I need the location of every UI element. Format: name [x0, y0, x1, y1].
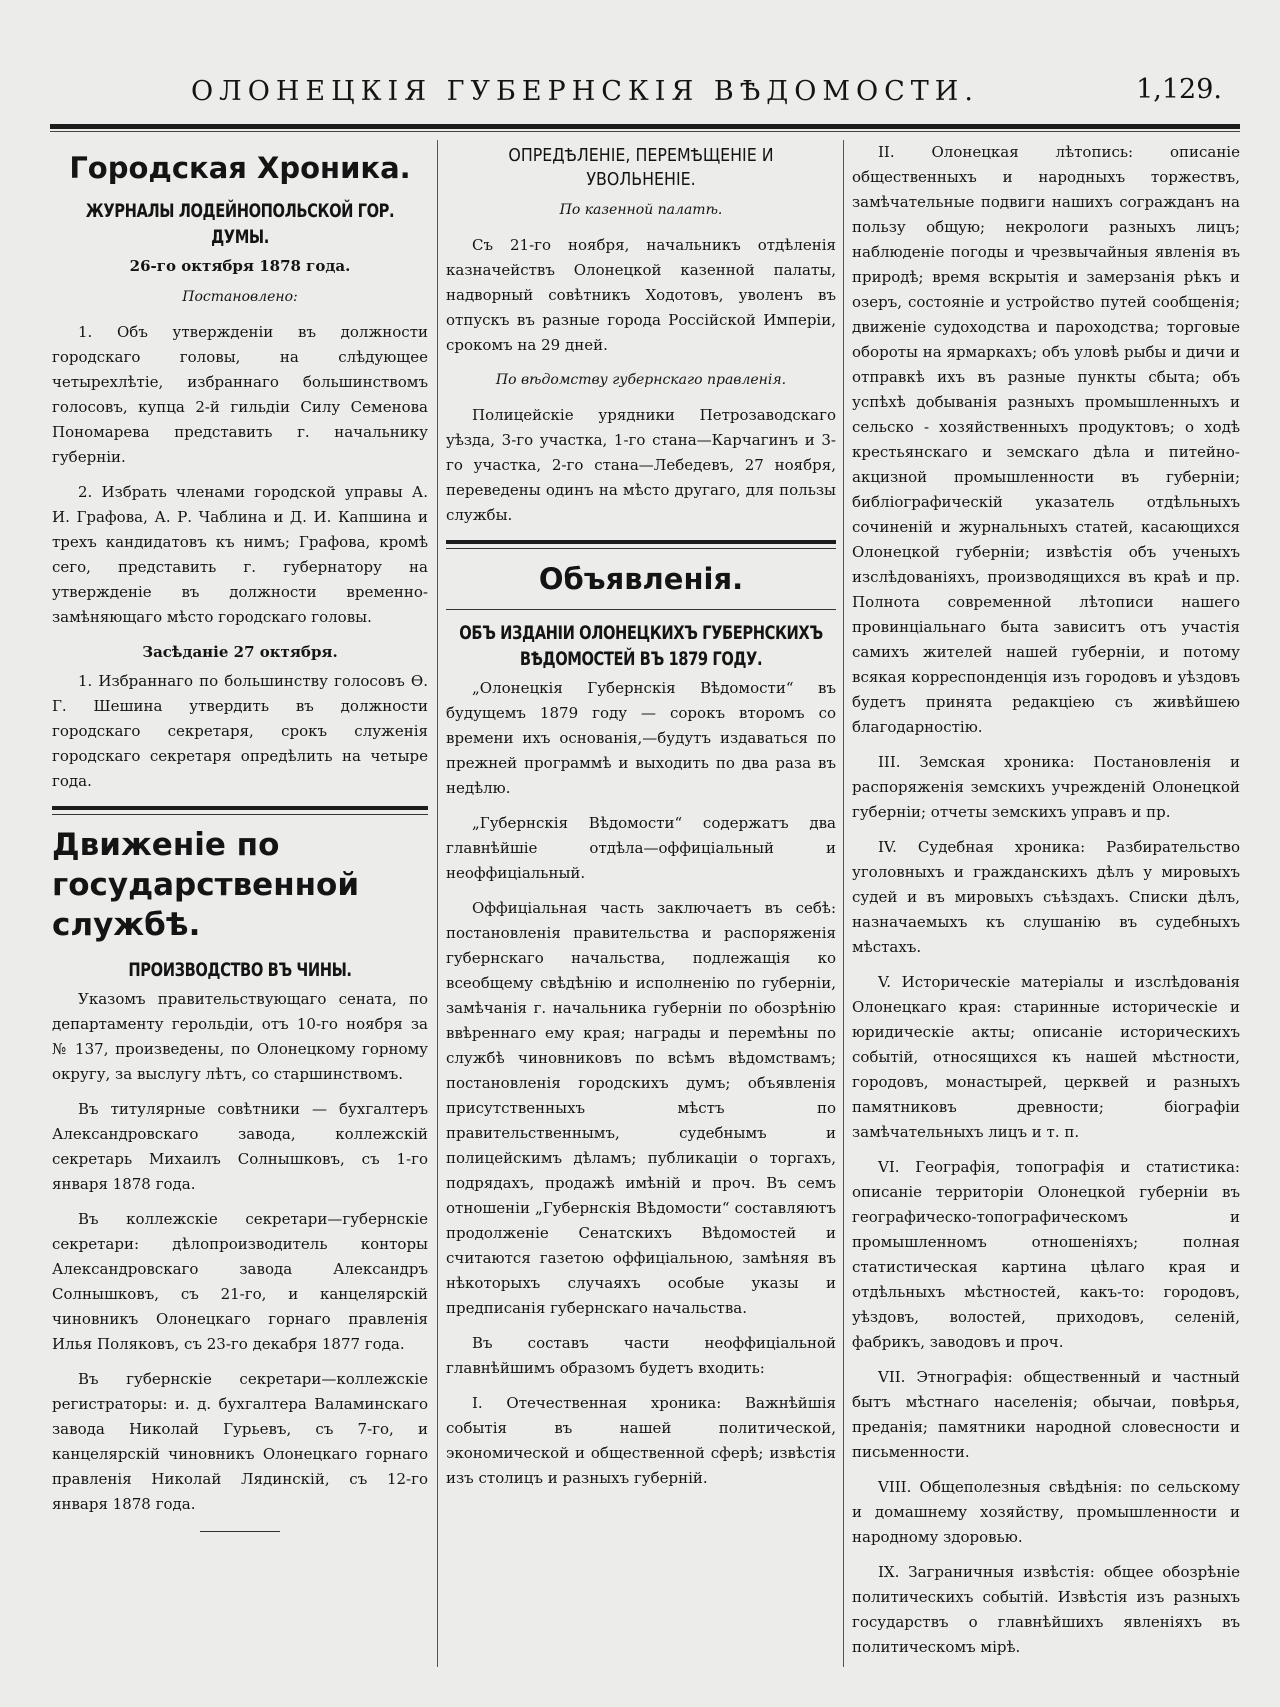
column-divider: [437, 140, 438, 1667]
paragraph: VII. Этнографія: общественный и частный бытъ мѣстнаго населенія; обычаи, повѣрья, преданія; памятники народной словесности и письменности.: [852, 1368, 1240, 1461]
section-heading-city-chronicle: Городская Хроника.: [69, 151, 411, 185]
column-middle: [446, 140, 836, 1693]
subsection-heading-promotions: ПРОИЗВОДСТВО ВЪ ЧИНЫ.: [128, 959, 352, 981]
section-rule: [52, 806, 428, 810]
session-heading: Засѣданіе 27 октября.: [142, 643, 338, 661]
resolved-label: Постановлено:: [182, 289, 298, 305]
date-line: 26-го октября 1878 года.: [129, 257, 351, 275]
section-rule: [446, 540, 836, 544]
paragraph: Съ 21-го ноября, начальникъ отдѣленія казначействъ Олонецкой казенной палаты, надворный совѣтникъ Ходотовъ, уволенъ въ отпускъ въ разные города Россійской Имперіи, срокомъ на 29 дней.: [446, 236, 836, 354]
paragraph: IV. Судебная хроника: Разбирательство уголовныхъ и гражданскихъ дѣлъ у мировыхъ судей и въ мировыхъ съѣздахъ. Списки дѣлъ, назначаемыхъ къ слушанію въ судебныхъ мѣстахъ.: [852, 838, 1240, 956]
paragraph: V. Историческіе матеріалы и изслѣдованія Олонецкаго края: старинные историческіе и юридическіе акты; описаніе историческихъ событій, относящихся къ нашей мѣстности, городовъ, монастырей, церквей и разныхъ памятниковъ древности; біографіи замѣчательныхъ лицъ и т. п.: [852, 973, 1240, 1141]
paragraph: 1. Объ утвержденіи въ должности городскаго головы, на слѣдующее четырехлѣтіе, избраннаго большинствомъ голосовъ, купца 2-й гильдіи Силу Семенова Пономарева представить г. начальнику губерніи.: [52, 323, 428, 466]
paragraph: IX. Заграничныя извѣстія: общее обозрѣніе политическихъ событій. Извѣстія изъ разныхъ государствъ о главнѣйшихъ явленіяхъ въ политическомъ мірѣ.: [852, 1563, 1240, 1656]
paragraph: VI. Географія, топографія и статистика: описаніе территоріи Олонецкой губерніи въ географическо-топографическомъ и промышленномъ отношеніяхъ; полная статистическая картина цѣлаго края и отдѣльныхъ мѣстностей, какъ-то: городовъ, уѣздовъ, волостей, приходовъ, селеній, фабрикъ, заводовъ и проч.: [852, 1158, 1240, 1351]
paragraph: Въ титулярные совѣтники — бухгалтеръ Александровскаго завода, коллежскій секретарь Михаилъ Солнышковъ, съ 1-го января 1878 года.: [52, 1100, 428, 1193]
paragraph: Въ коллежскіе секретари—губернскіе секретари: дѣлопроизводитель конторы Александровскаго завода Александръ Солнышковъ, съ 21-го, и канцелярскій чиновникъ Олонецкаго горнаго правленія Илья Поляковъ, съ 23-го декабря 1877 года.: [52, 1210, 428, 1353]
subsection-provincial-board: По вѣдомству губернскаго правленія.: [495, 372, 787, 388]
page-number: 1,129.: [1136, 74, 1222, 105]
header-rule: [50, 124, 1240, 129]
column-right: [852, 140, 1240, 1693]
subsection-heading-duma-journals: ЖУРНАЛЫ ЛОДЕЙНОПОЛЬСКОЙ ГОР. ДУМЫ.: [85, 200, 395, 248]
paragraph: 2. Избрать членами городской управы А. И. Графова, А. Р. Чаблина и Д. И. Капшина и трехъ кандидатовъ къ нимъ; Графова, кромѣ сего, представить г. губернатору на утвержденіе въ должности временно-замѣняющаго мѣсто городскаго головы.: [52, 483, 428, 626]
section-rule-thin: [52, 814, 428, 815]
header-rule-thin: [50, 131, 1240, 132]
paragraph: III. Земская хроника: Постановленія и распоряженія земскихъ учрежденій Олонецкой губерніи; отчеты земскихъ управъ и пр.: [852, 753, 1240, 821]
section-rule-thin: [446, 609, 836, 610]
running-head: [50, 72, 1240, 112]
paragraph: Указомъ правительствующаго сената, по департаменту герольдіи, отъ 10-го ноября за № 137, произведены, по Олонецкому горному округу, за выслугу лѣтъ, со старшинствомъ.: [52, 990, 428, 1083]
column-divider: [843, 140, 844, 1667]
section-heading-announcements: Объявленія.: [538, 562, 744, 596]
paragraph: Въ составъ части неоффиціальной главнѣйшимъ образомъ будетъ входить:: [446, 1334, 836, 1377]
section-heading-appointments: ОПРЕДѢЛЕНІЕ, ПЕРЕМѢЩЕНІЕ И УВОЛЬНЕНІЕ.: [508, 145, 774, 190]
paragraph: 1. Избраннаго по большинству голосовъ Ѳ. Г. Шешина утвердить въ должности городскаго секретаря, срокъ служенія городскаго секретаря опредѣлить на четыре года.: [52, 672, 428, 790]
paragraph: Оффиціальная часть заключаетъ въ себѣ: постановленія правительства и распоряженія губернскаго начальства, подлежащія ко всеобщему свѣдѣнію и исполненію по губерніи, замѣчанія г. начальника губерніи по обозрѣнію ввѣреннаго ему края; награды и перемѣны по службѣ чиновниковъ по всѣмъ вѣдомствамъ; постановленія городскихъ думъ; объявленія присутственныхъ мѣстъ по правительственнымъ, судебнымъ и полицейскимъ дѣламъ; публикаціи о торгахъ, подрядахъ, продажѣ имѣній и проч. Въ семъ отношеніи „Губернскія Вѣдомости“ составляютъ продолженіе Сенатскихъ Вѣдомостей и считаются газетою оффиціальною, замѣняя въ нѣкоторыхъ случаяхъ особые указы и предписанія губернскаго начальства.: [446, 899, 836, 1317]
paragraph: II. Олонецкая лѣтопись: описаніе общественныхъ и народныхъ торжествъ, замѣчательные подвиги нашихъ согражданъ на пользу общую; некрологи разныхъ лицъ; наблюденіе погоды и чрезвычайныя явленія въ природѣ; время вскрытія и замерзанія рѣкъ и озеръ, состояніе и устройство путей сообщенія; движеніе судоходства и пароходства; торговые обороты на ярмаркахъ; объ уловѣ рыбы и дичи и отправкѣ ихъ въ разные пункты сбыта; объ успѣхѣ добыванія разныхъ промышленныхъ и сельско - хозяйственныхъ продуктовъ; о ходѣ крестьянскаго и земскаго дѣла и питейно-акцизной промышленности въ губерніи; библіографическій указатель отдѣльныхъ сочиненій и журнальныхъ статей, касающихся Олонецкой губерніи; извѣстія объ ученыхъ изслѣдованіяхъ, производящихся въ краѣ и пр. Полнота современной лѣтописи нашего провинціальнаго быта зависитъ отъ участія самихъ жителей нашей губерніи, и потому всякая корреспонденція изъ городовъ и уѣздовъ будетъ принята редакціею съ живѣйшею благодарностію.: [852, 143, 1240, 736]
paragraph: I. Отечественная хроника: Важнѣйшія событія въ нашей политической, экономической и общественной сферѣ; извѣстія изъ столицъ и разныхъ губерній.: [446, 1394, 836, 1487]
paragraph: „Олонецкія Губернскія Вѣдомости“ въ будущемъ 1879 году — сорокъ второмъ со времени ихъ основанія,—будутъ издаваться по прежней программѣ и выходить по два раза въ недѣлю.: [446, 679, 836, 797]
paragraph: Въ губернскіе секретари—коллежскіе регистраторы: и. д. бухгалтера Валаминскаго завода Николай Гурьевъ, съ 7-го, и канцелярскій чиновникъ Олонецкаго горнаго правленія Николай Лядинскій, съ 12-го января 1878 года.: [52, 1370, 428, 1513]
paragraph: VIII. Общеполезныя свѣдѣнія: по сельскому и домашнему хозяйству, промышленности и народному здоровью.: [852, 1478, 1240, 1546]
section-heading-state-service: Движеніе по государственной службѣ.: [52, 827, 360, 943]
section-rule-thin: [446, 548, 836, 549]
column-left: [52, 140, 428, 1693]
subsection-heading-publication: ОБЪ ИЗДАНІИ ОЛОНЕЦКИХЪ ГУБЕРНСКИХЪ ВѢДОМОСТЕЙ ВЪ 1879 ГОДУ.: [459, 622, 823, 670]
paragraph: Полицейскіе урядники Петрозаводскаго уѣзда, 3-го участка, 1-го стана—Карчагинъ и 3-го участка, 2-го стана—Лебедевъ, 27 ноября, переведены одинъ на мѣсто другаго, для пользы службы.: [446, 406, 836, 524]
paragraph: „Губернскія Вѣдомости“ содержатъ два главнѣйшіе отдѣла—оффиціальный и неоффиціальный.: [446, 814, 836, 882]
end-rule: [200, 1531, 280, 1532]
subsection-treasury: По казенной палатѣ.: [559, 202, 723, 218]
newspaper-title: ОЛОНЕЦКІЯ ГУБЕРНСКІЯ ВѢДОМОСТИ.: [191, 76, 979, 107]
